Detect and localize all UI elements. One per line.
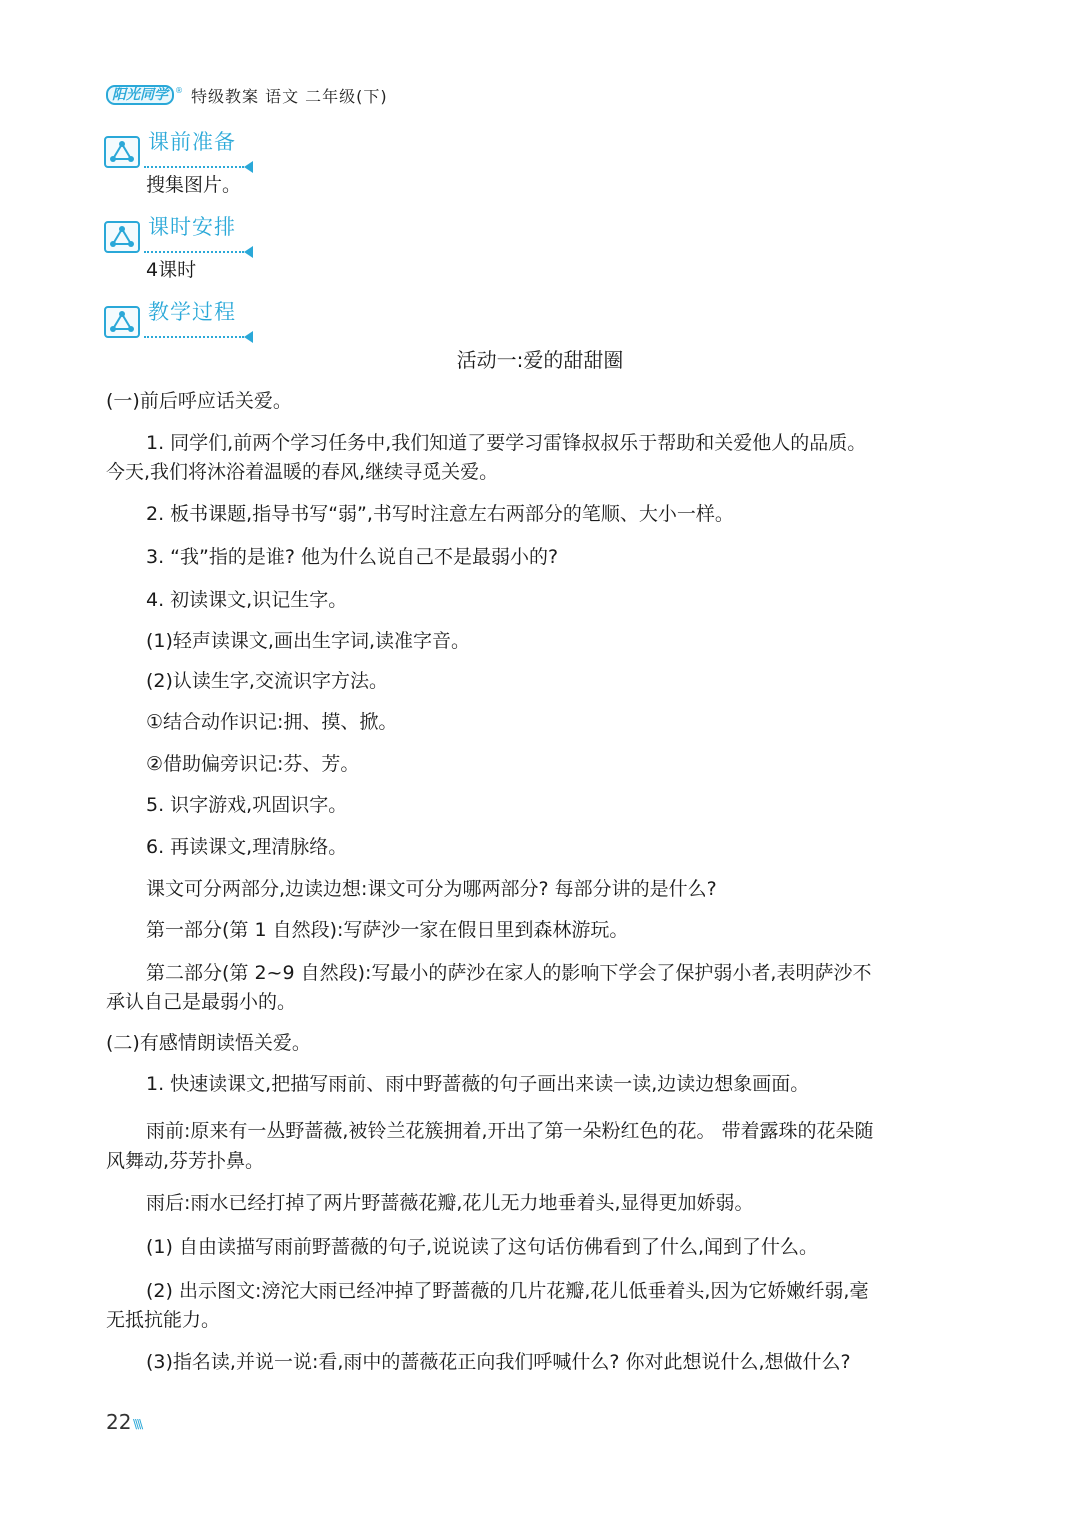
section-content: 搜集图片。 xyxy=(146,174,242,196)
paragraph-line: 无抵抗能力。 xyxy=(106,1309,221,1331)
subsection-heading: (一)前后呼应话关爱。 xyxy=(106,390,292,412)
section-heading-schedule xyxy=(104,213,264,257)
arrow-left-icon xyxy=(244,246,253,258)
paragraph-line: 今天,我们将沐浴着温暖的春风,继续寻觅关爱。 xyxy=(106,461,499,483)
header-title: 特级教案 语文 二年级(下) xyxy=(191,86,388,106)
section-underline xyxy=(144,251,244,253)
paragraph-line: (1)轻声读课文,画出生字词,读准字音。 xyxy=(146,630,470,652)
paragraph-line: (3)指名读,并说一说:看,雨中的蔷薇花正向我们呼喊什么? 你对此想说什么,想做什么? xyxy=(146,1351,851,1373)
paragraph-line: 风舞动,芬芳扑鼻。 xyxy=(106,1150,265,1172)
paragraph-line: 雨后:雨水已经打掉了两片野蔷薇花瓣,花儿无力地垂着头,显得更加娇弱。 xyxy=(146,1192,754,1214)
section-title: 课时安排 xyxy=(148,215,236,239)
triangle-network-icon xyxy=(104,136,140,168)
paragraph-line: ②借助偏旁识记:芬、芳。 xyxy=(146,753,360,775)
decorative-hatch: \\\\ xyxy=(133,1417,142,1431)
section-title: 教学过程 xyxy=(148,300,236,324)
arrow-left-icon xyxy=(244,331,253,343)
paragraph-line: 雨前:原来有一丛野蔷薇,被铃兰花簇拥着,开出了第一朵粉红色的花。 带着露珠的花朵随 xyxy=(146,1120,874,1142)
arrow-left-icon xyxy=(244,161,253,173)
section-heading-process xyxy=(104,298,264,342)
triangle-network-icon xyxy=(104,306,140,338)
section-heading-prep xyxy=(104,128,264,172)
page-number: 22 xyxy=(106,1410,132,1434)
activity-title: 活动一:爱的甜甜圈 xyxy=(456,348,624,372)
paragraph-line: 第二部分(第 2~9 自然段):写最小的萨沙在家人的影响下学会了保护弱小者,表明萨沙不 xyxy=(146,962,872,984)
paragraph-line: 1. 快速读课文,把描写雨前、雨中野蔷薇的句子画出来读一读,边读边想象画面。 xyxy=(146,1073,810,1095)
paragraph-line: 3. “我”指的是谁? 他为什么说自己不是最弱小的? xyxy=(146,546,559,568)
paragraph-line: 课文可分两部分,边读边想:课文可分为哪两部分? 每部分讲的是什么? xyxy=(146,878,717,900)
section-underline xyxy=(144,336,244,338)
paragraph-line: (1) 自由读描写雨前野蔷薇的句子,说说读了这句话仿佛看到了什么,闻到了什么。 xyxy=(146,1236,819,1258)
paragraph-line: 2. 板书课题,指导书写“弱”,书写时注意左右两部分的笔顺、大小一样。 xyxy=(146,503,734,525)
triangle-network-icon xyxy=(104,221,140,253)
paragraph-line: 4. 初读课文,识记生字。 xyxy=(146,589,348,611)
section-content: 4课时 xyxy=(146,259,197,281)
section-underline xyxy=(144,166,244,168)
page-header xyxy=(106,80,388,110)
brand-logo: 阳光同学 xyxy=(106,85,174,105)
paragraph-line: 5. 识字游戏,巩固识字。 xyxy=(146,794,348,816)
paragraph-line: 承认自己是最弱小的。 xyxy=(106,991,297,1013)
paragraph-line: 第一部分(第 1 自然段):写萨沙一家在假日里到森林游玩。 xyxy=(146,919,629,941)
section-title: 课前准备 xyxy=(148,130,236,154)
subsection-heading: (二)有感情朗读悟关爱。 xyxy=(106,1032,311,1054)
paragraph-line: (2)认读生字,交流识字方法。 xyxy=(146,670,388,692)
registered-mark: ® xyxy=(175,85,183,95)
paragraph-line: 1. 同学们,前两个学习任务中,我们知道了要学习雷锋叔叔乐于帮助和关爱他人的品质。 xyxy=(146,432,867,454)
paragraph-line: 6. 再读课文,理清脉络。 xyxy=(146,836,348,858)
paragraph-line: ①结合动作识记:拥、摸、掀。 xyxy=(146,711,398,733)
paragraph-line: (2) 出示图文:滂沱大雨已经冲掉了野蔷薇的几片花瓣,花儿低垂着头,因为它娇嫩纤弱,毫 xyxy=(146,1280,869,1302)
